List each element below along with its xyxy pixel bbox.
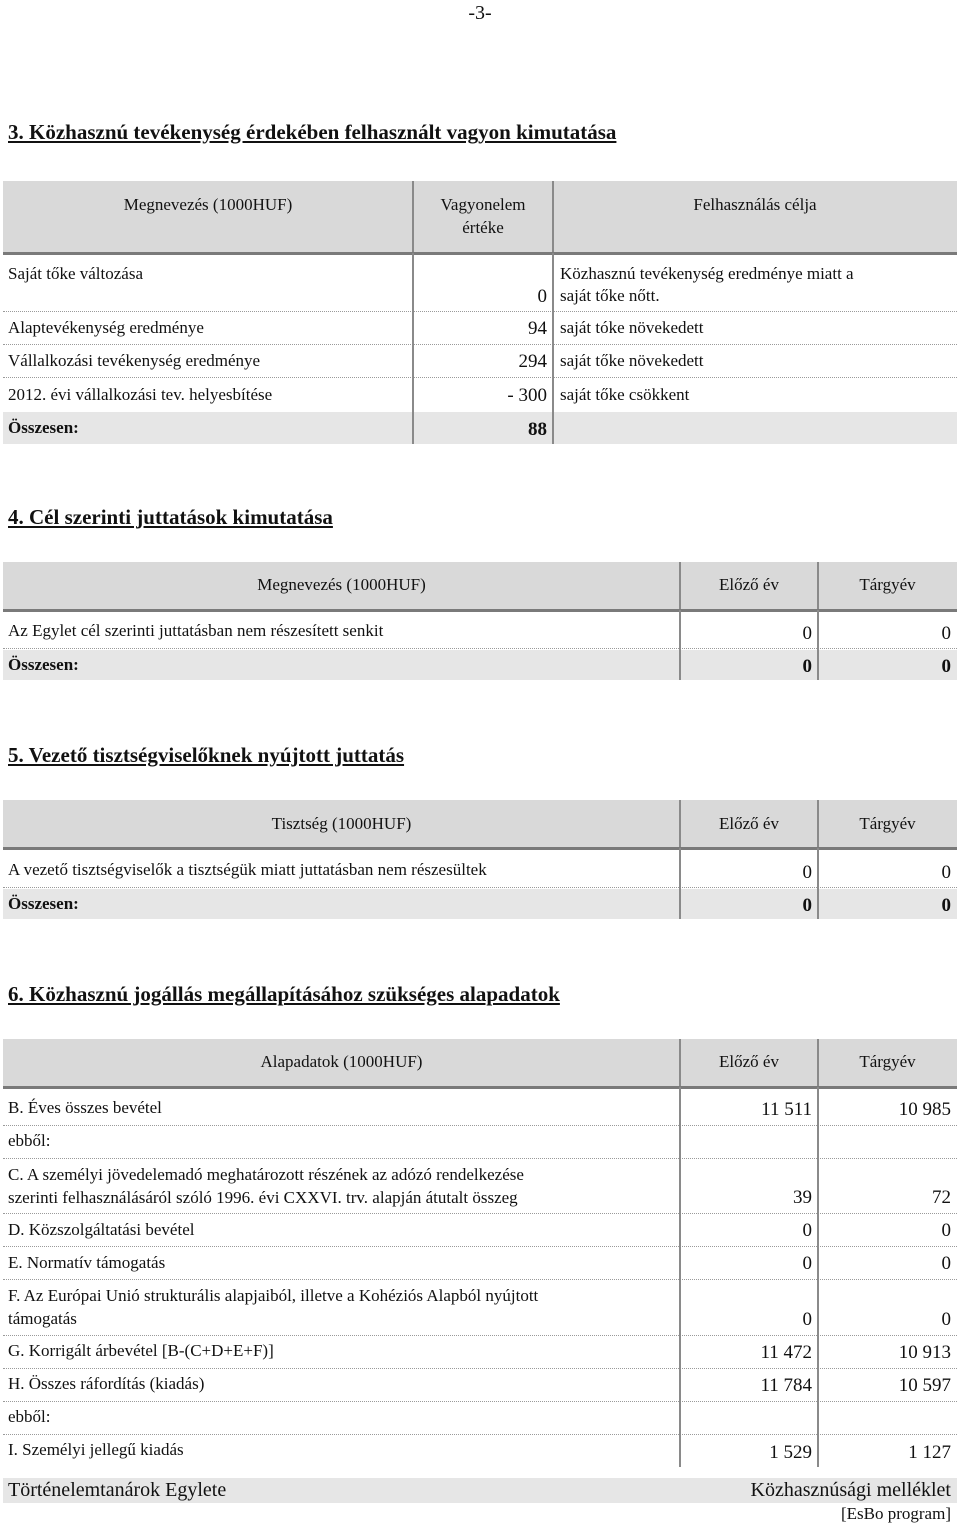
section5-row-curr: 0 [941, 862, 951, 883]
section3-row-name: Saját tőke változása [8, 264, 144, 283]
section4-row-name: Az Egylet cél szerinti juttatásban nem részesített senkit [8, 621, 384, 640]
section6-row-name: G. Korrigált árbevétel [B-(C+D+E+F)] [8, 1341, 274, 1360]
section6-row-prev: 11 472 [760, 1342, 812, 1363]
section3-total-value: 88 [528, 419, 547, 440]
section3-row-purpose: saját tóke növekedett [560, 318, 704, 337]
section3-row-name: Alaptevékenység eredménye [8, 318, 204, 337]
section4-total-curr: 0 [941, 656, 951, 677]
section5-title: 5. Vezető tisztségviselőknek nyújtott juttatás [8, 743, 405, 767]
section6-row-prev: 11 511 [761, 1099, 812, 1120]
section6-row-name: szerinti felhasználásáról szóló 1996. évi CXXVI. trv. alapján átutalt összeg [8, 1188, 518, 1207]
section6-row-curr: 0 [941, 1220, 951, 1241]
section3-row-value: 94 [528, 318, 547, 339]
section6-row-prev: 39 [793, 1187, 812, 1208]
section3-total-label: Összesen: [8, 418, 79, 437]
footer-program: [EsBo program] [840, 1504, 951, 1523]
section6-col-name: Alapadatok (1000HUF) [260, 1052, 423, 1071]
section3-header [3, 181, 957, 253]
section4-col-curr: Tárgyév [859, 575, 916, 594]
section6-row-name: C. A személyi jövedelemadó meghatározott részének az adózó rendelkezése [8, 1165, 524, 1184]
section5-total-prev: 0 [802, 895, 812, 916]
section4-total-label: Összesen: [8, 655, 79, 674]
section3-row-name: 2012. évi vállalkozási tev. helyesbítése [8, 385, 273, 404]
section6-row-name: E. Normatív támogatás [8, 1253, 166, 1272]
section6-row-curr: 1 127 [908, 1442, 951, 1463]
section3-row-value: - 300 [507, 385, 547, 406]
section4-col-name: Megnevezés (1000HUF) [257, 575, 426, 594]
section5-col-prev: Előző év [719, 814, 779, 833]
section6-row-curr: 0 [941, 1253, 951, 1274]
section5-total-label: Összesen: [8, 894, 79, 913]
section6-row-curr: 72 [932, 1187, 951, 1208]
section3-row-purpose: saját tőke növekedett [560, 351, 704, 370]
section3-row-purpose: Közhasznú tevékenység eredménye miatt a [560, 264, 854, 283]
section6-row-name: F. Az Európai Unió strukturális alapjaiból, illetve a Kohéziós Alapból nyújtott [8, 1286, 539, 1305]
section6-row-curr: 10 913 [898, 1342, 951, 1363]
section5-col-curr: Tárgyév [859, 814, 916, 833]
section4-row-prev: 0 [802, 623, 812, 644]
section5-row-name: A vezető tisztségviselők a tisztségük miatt juttatásban nem részesültek [8, 860, 487, 879]
section6-row-prev: 11 784 [760, 1375, 812, 1396]
section4-total-prev: 0 [802, 656, 812, 677]
section6-row-prev: 0 [802, 1220, 812, 1241]
section3-row-value: 294 [518, 351, 547, 372]
footer-document-type: Közhasznúsági melléklet [750, 1479, 951, 1501]
section3-col-value-line1: Vagyonelem [440, 195, 526, 214]
section3-col-purpose: Felhasználás célja [693, 195, 817, 214]
section6-row-name: I. Személyi jellegű kiadás [8, 1440, 184, 1459]
section3-row-name: Vállalkozási tevékenység eredménye [8, 351, 261, 370]
section6-col-curr: Tárgyév [859, 1052, 916, 1071]
section6-title: 6. Közhasznú jogállás megállapításához szükséges alapadatok [8, 982, 560, 1006]
section6-row-name: támogatás [8, 1309, 77, 1328]
section4-row-curr: 0 [941, 623, 951, 644]
section3-title: 3. Közhasznú tevékenység érdekében felhasznált vagyon kimutatása [8, 120, 617, 144]
section4-title: 4. Cél szerinti juttatások kimutatása [8, 505, 333, 529]
section5-row-prev: 0 [802, 862, 812, 883]
section6-col-prev: Előző év [719, 1052, 779, 1071]
section3-row-purpose: saját tőke csökkent [560, 385, 690, 404]
section6-row-curr: 0 [941, 1309, 951, 1330]
section6-row-curr: 10 985 [898, 1099, 951, 1120]
section3-row-purpose: saját tőke nőtt. [560, 286, 660, 305]
section6-row-name: B. Éves összes bevétel [8, 1098, 162, 1117]
section5-total-curr: 0 [941, 895, 951, 916]
section6-row-curr: 10 597 [898, 1375, 951, 1396]
section6-row-prev: 1 529 [769, 1442, 812, 1463]
section4-col-prev: Előző év [719, 575, 779, 594]
section3-col-name: Megnevezés (1000HUF) [123, 195, 293, 214]
section6-row-name: D. Közszolgáltatási bevétel [8, 1220, 195, 1239]
section6-row-prev: 0 [802, 1309, 812, 1330]
section6-row-name: ebből: [8, 1407, 51, 1426]
section3-row-value: 0 [537, 286, 547, 307]
section6-row-name: ebből: [8, 1131, 51, 1150]
section3-col-value-line2: értéke [462, 218, 504, 237]
footer-organization: Történelemtanárok Egylete [8, 1479, 227, 1501]
section5-col-name: Tisztség (1000HUF) [271, 814, 412, 833]
section6-row-name: H. Összes ráfordítás (kiadás) [8, 1374, 205, 1393]
section6-row-prev: 0 [802, 1253, 812, 1274]
page-number: -3- [468, 2, 492, 24]
